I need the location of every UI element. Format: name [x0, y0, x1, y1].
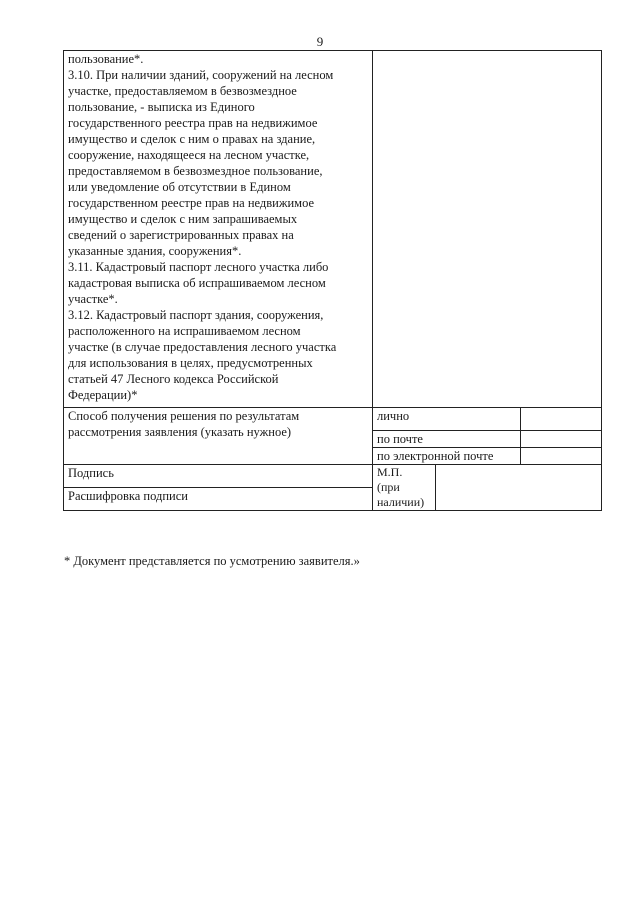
doc-line: пользование, - выписка из Единого: [68, 100, 255, 114]
stamp-label: М.П.: [377, 465, 403, 479]
method-checkbox-in-person[interactable]: [521, 408, 602, 431]
doc-line: расположенного на испрашиваемом лесном: [68, 324, 301, 338]
doc-line: Федерации)*: [68, 388, 138, 402]
method-label-cell: [64, 408, 373, 465]
method-label: рассмотрения заявления (указать нужное): [68, 425, 292, 439]
doc-line: 3.12. Кадастровый паспорт здания, сооружения,: [68, 308, 324, 322]
doc-line: предоставляемом в безвозмездное пользование,: [68, 164, 323, 178]
documents-row: [64, 51, 602, 408]
doc-line: 3.11. Кадастровый паспорт лесного участка либо: [68, 260, 329, 274]
doc-line: пользование*.: [68, 52, 144, 66]
method-option-email: по электронной почте: [373, 448, 521, 465]
application-form-table: [63, 50, 602, 511]
doc-line: имущество и сделок с ним запрашиваемых: [68, 212, 298, 226]
doc-line: государственном реестре прав на недвижимое: [68, 196, 315, 210]
page-number: 9: [316, 34, 324, 49]
doc-line: 3.10. При наличии зданий, сооружений на лесном: [68, 68, 334, 82]
stamp-label: (при: [377, 480, 400, 494]
method-checkbox-email[interactable]: [521, 448, 602, 465]
doc-line: указанные здания, сооружения*.: [68, 244, 242, 258]
doc-line: сведений о зарегистрированных правах на: [68, 228, 294, 242]
doc-line: сооружение, находящееся на лесном участке,: [68, 148, 310, 162]
method-option-in-person: лично: [373, 408, 521, 431]
method-option-post: по почте: [373, 431, 521, 448]
stamp-cell: [373, 465, 436, 511]
stamp-area[interactable]: [436, 465, 602, 511]
documents-list: [68, 51, 368, 403]
doc-line: или уведомление об отсутствии в Едином: [68, 180, 291, 194]
signature-decoding-label: Расшифровка подписи: [64, 488, 373, 511]
doc-line: государственного реестра прав на недвижимое: [68, 116, 318, 130]
doc-line: кадастровая выписка об испрашиваемом лесном: [68, 276, 326, 290]
method-row: [64, 408, 602, 431]
doc-line: статьей 47 Лесного кодекса Российской: [68, 372, 279, 386]
doc-line: участке (в случае предоставления лесного участка: [68, 340, 337, 354]
signature-row: [64, 465, 602, 488]
stamp-label: наличии): [377, 495, 425, 509]
documents-list-cell: [64, 51, 373, 408]
doc-line: участке, предоставляемом в безвозмездное: [68, 84, 297, 98]
method-label: Способ получения решения по результатам: [68, 409, 300, 423]
documents-mark-cell[interactable]: [373, 51, 602, 408]
doc-line: имущество и сделок с ним о правах на здание,: [68, 132, 316, 146]
doc-line: участке*.: [68, 292, 118, 306]
footnote: * Документ представляется по усмотрению заявителя.»: [64, 554, 360, 568]
method-checkbox-post[interactable]: [521, 431, 602, 448]
doc-line: для использования в целях, предусмотренных: [68, 356, 313, 370]
signature-label: Подпись: [64, 465, 373, 488]
